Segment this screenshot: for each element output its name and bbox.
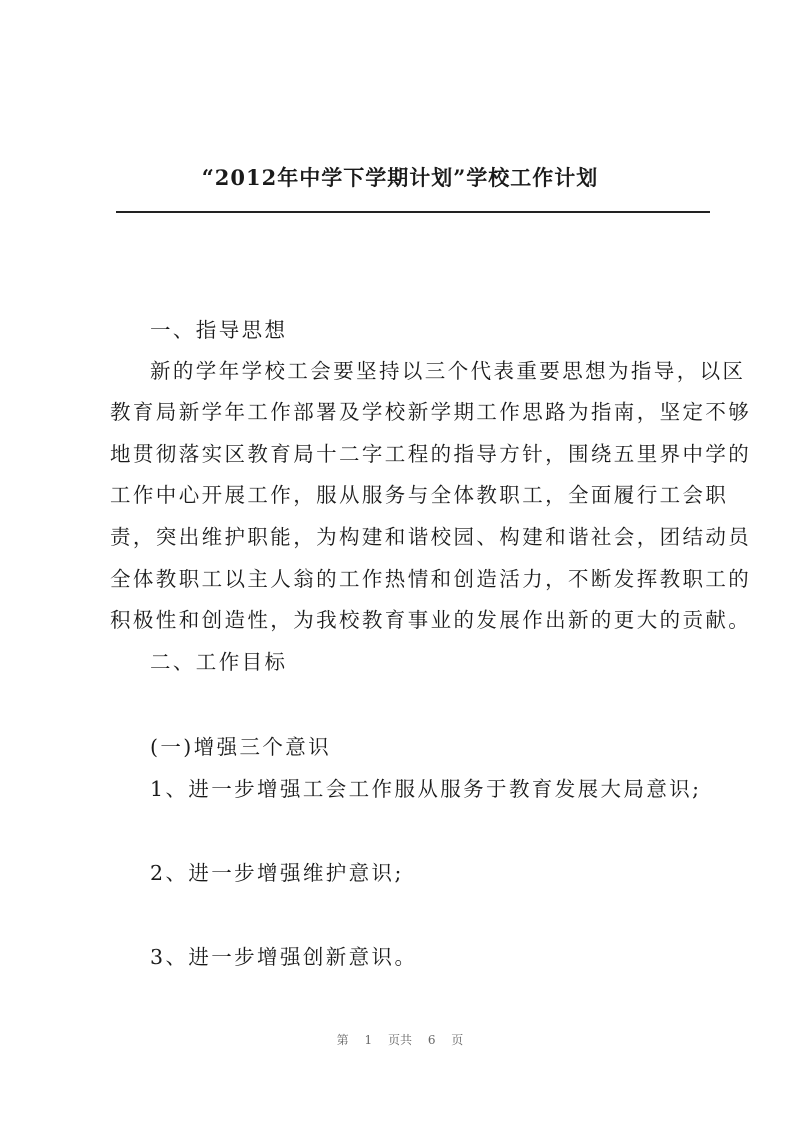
list-item: 3、进一步增强创新意识。	[150, 945, 418, 969]
paragraph-line: 全体教职工以主人翁的工作热情和创造活力，不断发挥教职工的	[110, 567, 752, 591]
subsection-heading: (一)增强三个意识	[150, 735, 332, 759]
footer-prefix: 第	[336, 1033, 349, 1047]
paragraph-line: 积极性和创造性，为我校教育事业的发展作出新的更大的贡献。	[110, 608, 752, 632]
footer-suffix: 页	[451, 1033, 464, 1047]
section-heading-work-goals: 二、工作目标	[150, 650, 288, 674]
section-heading-guiding-ideology: 一、指导思想	[150, 318, 288, 342]
footer-current-page: 1	[364, 1033, 373, 1047]
list-item: 2、进一步增强维护意识;	[150, 861, 404, 885]
title-underline	[116, 211, 710, 213]
page-footer	[0, 1031, 800, 1048]
list-item: 1、进一步增强工会工作服从服务于教育发展大局意识;	[150, 777, 702, 801]
footer-middle: 页共	[387, 1033, 412, 1047]
document-title: “2012年中学下学期计划”学校工作计划	[201, 165, 599, 190]
paragraph-line: 教育局新学年工作部署及学校新学期工作思路为指南，坚定不够	[110, 400, 752, 424]
paragraph-line: 责，突出维护职能，为构建和谐校园、构建和谐社会，团结动员	[110, 525, 752, 549]
paragraph-line: 新的学年学校工会要坚持以三个代表重要思想为指导，以区	[150, 359, 746, 383]
footer-total-pages: 6	[427, 1033, 436, 1047]
paragraph-line: 工作中心开展工作，服从服务与全体教职工，全面履行工会职	[110, 483, 729, 507]
paragraph-line: 地贯彻落实区教育局十二字工程的指导方针，围绕五里界中学的	[110, 442, 752, 466]
